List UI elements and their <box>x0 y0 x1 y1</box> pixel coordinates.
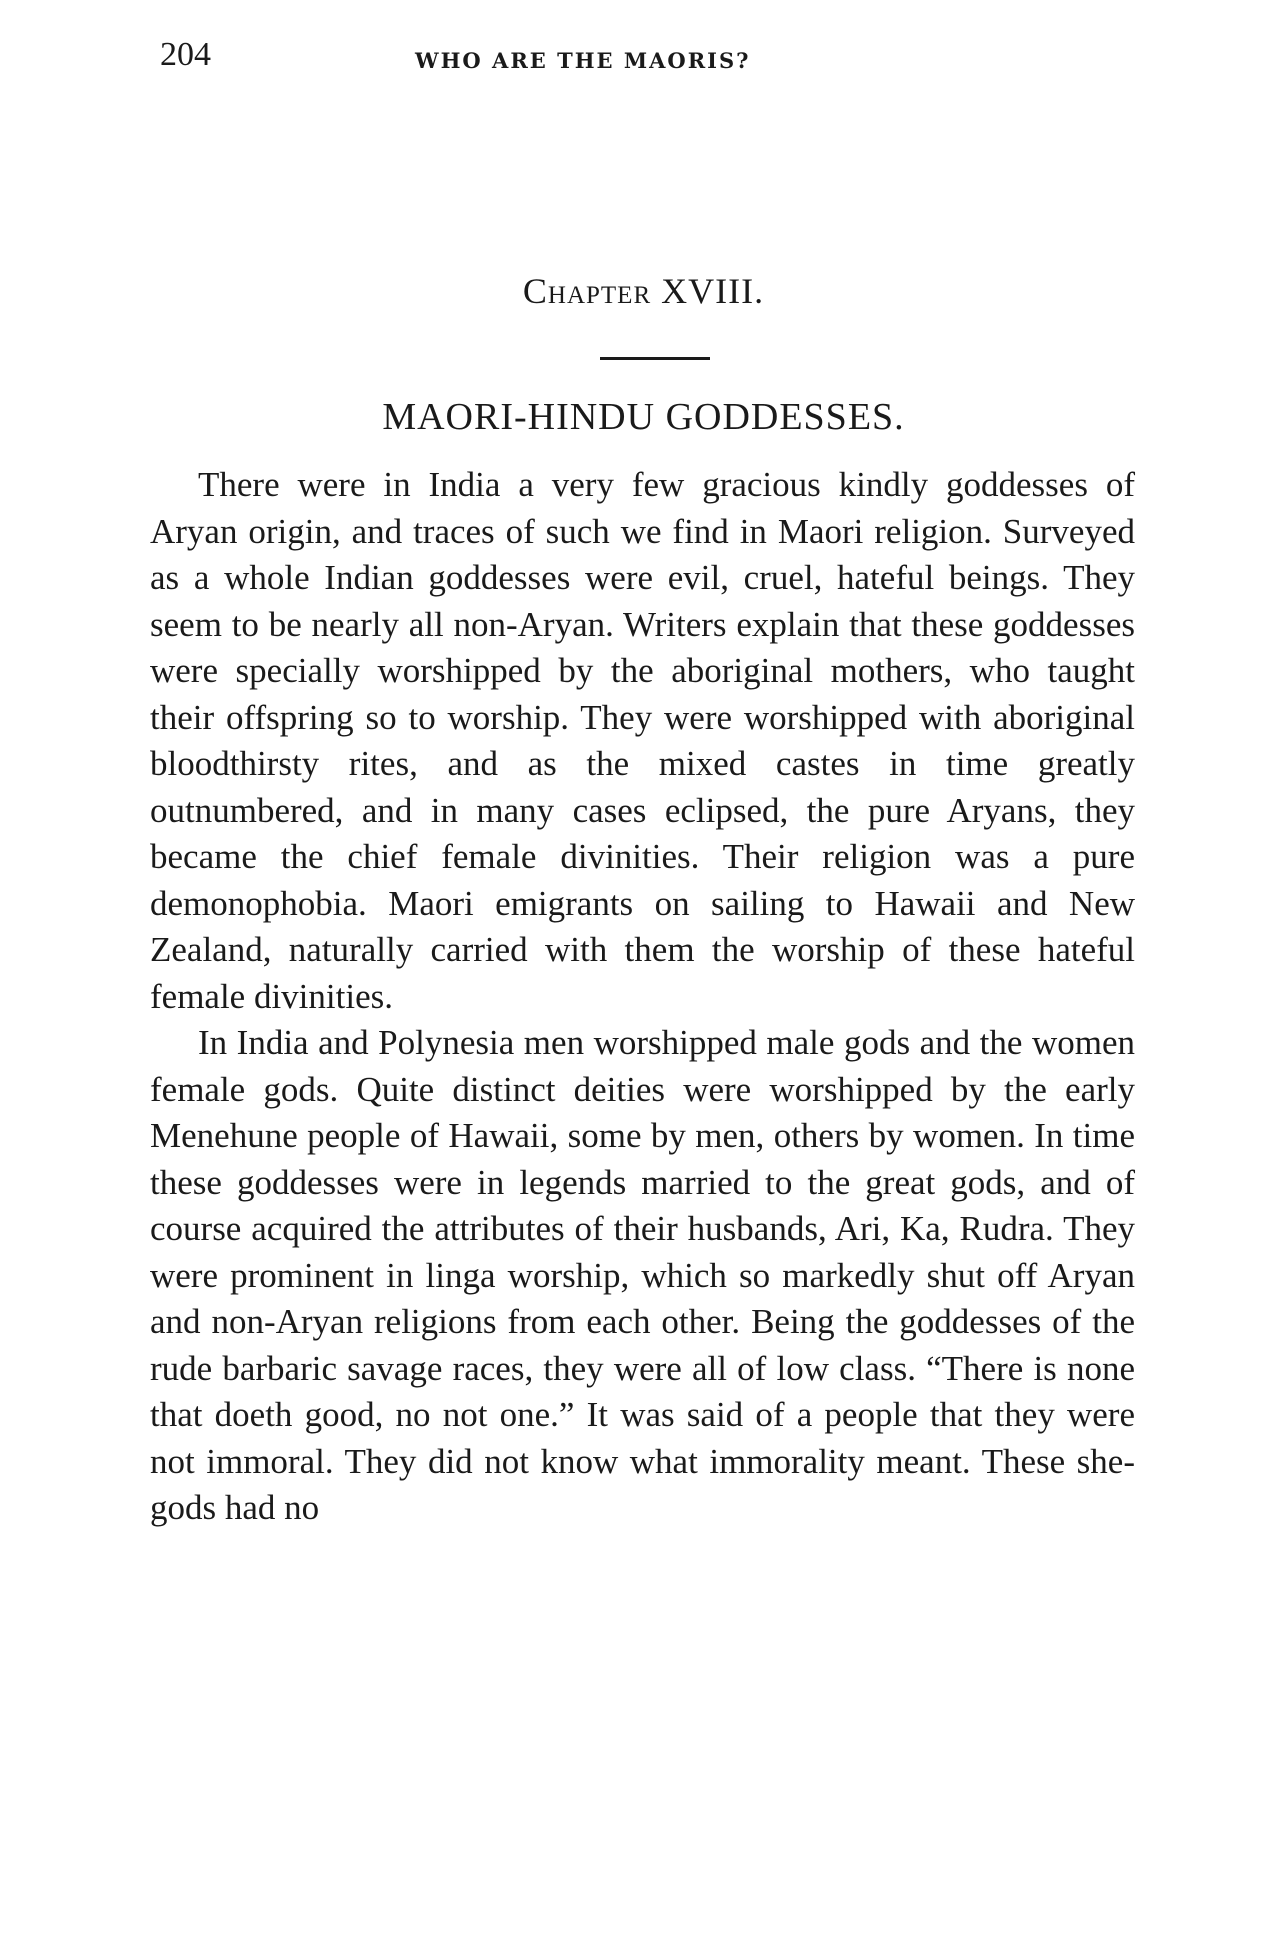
chapter-number: XVIII. <box>661 271 765 311</box>
paragraph-1: There were in India a very few gracious kindly goddesses of Aryan origin, and traces of such we find in Maori religion. Surveyed as a whole Indian goddesses were evil, cruel, hateful beings. They seem to be nearly all non-Aryan. Writers explain that these goddesses were specially worshipped by the aboriginal mothers, who taught their offspring so to worship. They were worshipped with aboriginal bloodthirsty rites, and as the mixed castes in time greatly outnumbered, and in many cases eclipsed, the pure Aryans, they became the chief female divinities. Their religion was a pure demonophobia. Maori emigrants on sailing to Hawaii and New Zealand, naturally carried with them the worship of these hateful female divinities. <box>150 465 1135 1016</box>
body-text <box>150 462 1135 1532</box>
chapter-label <box>0 270 1287 312</box>
running-head <box>160 36 1160 86</box>
chapter-word: Chapter <box>522 271 652 311</box>
page-number: 204 <box>160 36 211 73</box>
running-title: WHO ARE THE MAORIS? <box>415 48 751 73</box>
chapter-divider <box>600 357 710 360</box>
paragraph-2: In India and Polynesia men worshipped male gods and the women female gods. Quite distinct deities were worshipped by the early Menehune people of Hawaii, some by men, others by women. In time these goddesses were in legends married to the great gods, and of course acquired the attributes of their husbands, Ari, Ka, Rudra. They were prominent in linga worship, which so markedly shut off Aryan and non-Aryan religions from each other. Being the goddesses of the rude barbaric savage races, they were all of low class. “There is none that doeth good, no not one.” It was said of a people that they were not immoral. They did not know what immorality meant. These she-gods had no <box>150 1023 1135 1527</box>
chapter-title: MAORI-HINDU GODDESSES. <box>382 396 905 438</box>
